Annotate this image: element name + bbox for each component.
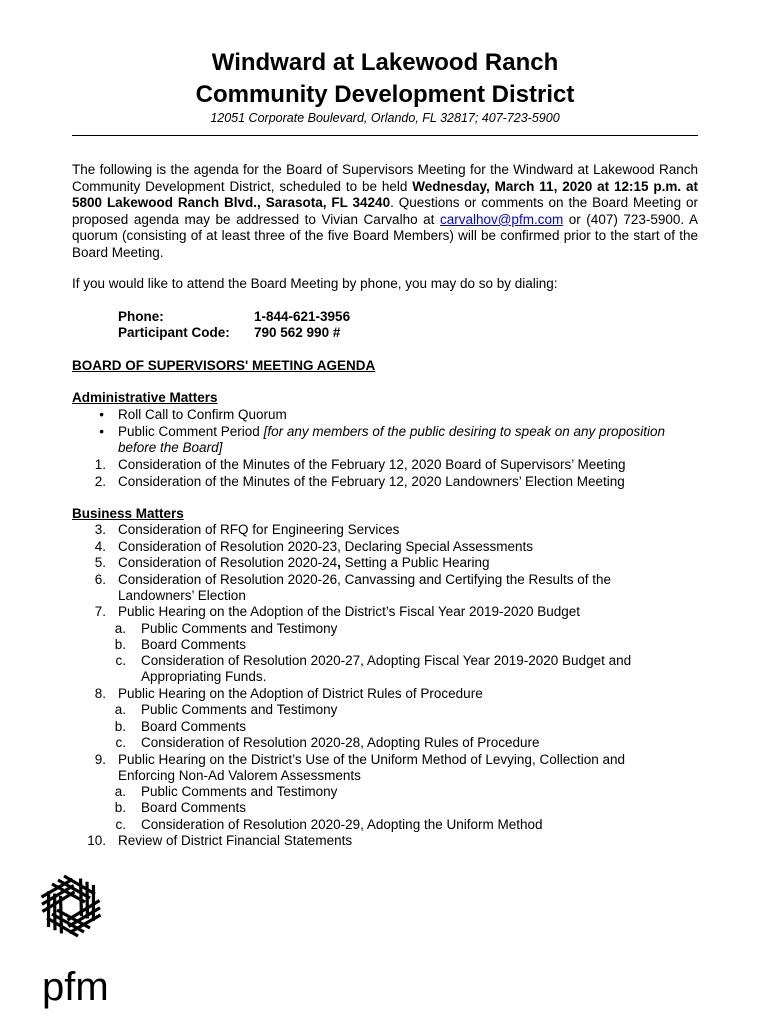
item-number: 10. [87,833,106,848]
item-number: 9. [94,752,106,767]
agenda-item-8: Public Hearing on the Adoption of District Rules of Procedure [118,686,483,701]
page-title-line1: Windward at Lakewood Ranch [211,49,559,76]
item-number: 6. [94,572,106,587]
item-number: 5. [94,555,106,570]
item5-text: Consideration of Resolution 2020-24 [118,555,338,570]
address-line: 12051 Corporate Boulevard, Orlando, FL 32817; 407-723-5900 [210,111,560,125]
bullet-marker: • [99,424,104,439]
agenda-item-7c: Consideration of Resolution 2020-27, Adopting Fiscal Year 2019-2020 Budget and Appropriating Funds. [141,653,632,685]
participant-code-value: 790 562 990 # [254,325,341,340]
agenda-item-1: Consideration of the Minutes of the February 12, 2020 Board of Supervisors’ Meeting [118,457,626,472]
public-comment-note: [for any members of the public desiring to speak on any proposition before the Board] [118,424,666,456]
meeting-datetime-location: Wednesday, March 11, 2020 at 12:15 p.m. at 5800 Lakewood Ranch Blvd., Sarasota, FL 34240 [72,178,699,211]
agenda-item-9: Public Hearing on the District’s Use of the Uniform Method of Levying, Collection and Enforcing Non-Ad Valorem Assessments [118,752,626,784]
agenda-item-7b: Board Comments [141,637,247,652]
agenda-item-7a: Public Comments and Testimony [141,621,338,636]
agenda-item-2: Consideration of the Minutes of the February 12, 2020 Landowners’ Election Meeting [118,474,625,489]
item-number: 4. [94,539,106,554]
sub-item-letter: a. [114,702,126,717]
phone-label: Phone: [118,309,164,324]
administrative-matters-heading: Administrative Matters [72,390,218,405]
agenda-item-3: Consideration of RFQ for Engineering Services [118,522,400,537]
agenda-item-public-comment [118,424,700,457]
item5-comma: , [337,555,341,570]
phone-instructions: If you would like to attend the Board Meeting by phone, you may do so by dialing: [72,276,558,291]
agenda-item-6: Consideration of Resolution 2020-26, Canvassing and Certifying the Results of the Landowners’ Election [118,572,612,604]
agenda-item-9a: Public Comments and Testimony [141,784,338,799]
agenda-item-8a: Public Comments and Testimony [141,702,338,717]
sub-item-letter: c. [115,817,126,832]
pfm-logo-text: pfm [42,965,109,1009]
agenda-item-9c: Consideration of Resolution 2020-29, Adopting the Uniform Method [141,817,543,832]
intro-text-3: or (407) 723-5900. A quorum (consisting of at least three of the five Board Members) will be confirmed prior to the start of the Board Meeting. [72,211,698,260]
page-title-line2: Community Development District [195,81,575,108]
intro-text-2: . Questions or comments on the Board Meeting or proposed agenda may be addressed to Vivian Carvalho at [72,195,698,227]
sub-item-letter: a. [114,621,126,636]
phone-value: 1-844-621-3956 [254,309,351,324]
item-number: 8. [94,686,106,701]
sub-item-letter: b. [114,719,126,734]
agenda-item-8b: Board Comments [141,719,247,734]
item-number: 7. [94,604,106,619]
item-number: 1. [94,457,106,472]
sub-item-letter: c. [115,735,126,750]
item5-text-end: Setting a Public Hearing [340,555,490,570]
agenda-item-9b: Board Comments [141,800,247,815]
business-matters-heading: Business Matters [72,506,184,521]
agenda-item-4: Consideration of Resolution 2020-23, Declaring Special Assessments [118,539,533,554]
agenda-item-roll-call: Roll Call to Confirm Quorum [118,407,287,422]
bullet-marker: • [99,407,104,422]
item-number: 2. [94,474,106,489]
header-divider [72,135,698,136]
sub-item-letter: b. [114,800,126,815]
sub-item-letter: b. [114,637,126,652]
item-number: 3. [94,522,106,537]
agenda-item-10: Review of District Financial Statements [118,833,353,848]
agenda-item-8c: Consideration of Resolution 2020-28, Adopting Rules of Procedure [141,735,540,750]
agenda-item-7: Public Hearing on the Adoption of the District’s Fiscal Year 2019-2020 Budget [118,604,581,619]
intro-paragraph [72,162,698,262]
agenda-item-5 [118,555,490,571]
participant-code-label: Participant Code: [118,325,230,340]
intro-text-1: The following is the agenda for the Board of Supervisors Meeting for the Windward at Lakewood Ranch Community Development District, scheduled to be held [72,162,698,194]
sub-item-letter: c. [115,653,126,668]
email-link[interactable]: carvalhov@pfm.com [439,211,564,227]
pfm-logo-icon [40,868,109,1014]
sub-item-letter: a. [114,784,126,799]
public-comment-label: Public Comment Period [118,424,264,439]
agenda-heading: BOARD OF SUPERVISORS' MEETING AGENDA [72,358,376,373]
